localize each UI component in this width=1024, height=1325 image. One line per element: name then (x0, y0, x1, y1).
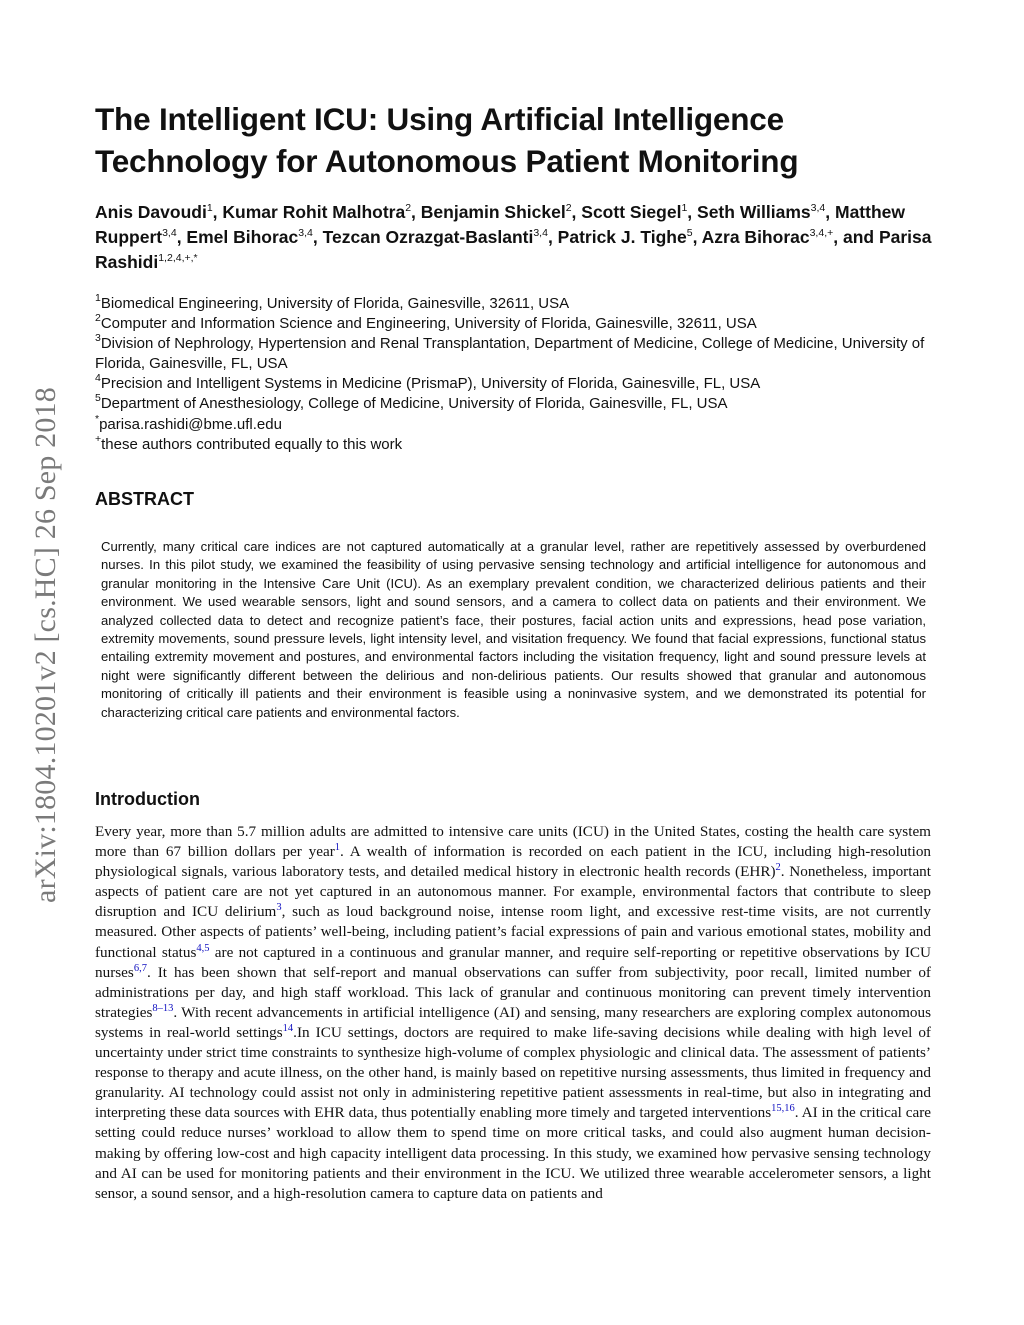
author-affiliation-marker: 3,4,+ (809, 227, 834, 239)
abstract-heading: ABSTRACT (95, 489, 194, 509)
affiliation-item (95, 412, 945, 435)
author-name: Parisa Rashidi (95, 227, 932, 272)
affiliation-list (95, 294, 945, 455)
affiliation-text: Biomedical Engineering, University of Florida, Gainesville, 32611, USA (100, 295, 570, 312)
citation-link[interactable]: 3 (276, 902, 282, 914)
citation-link[interactable]: 15,16 (771, 1103, 795, 1115)
arxiv-identifier-stamp: arXiv:1804.10201v2 [cs.HC] 26 Sep 2018 (29, 387, 62, 903)
author-name: Azra Bihorac (701, 227, 810, 247)
author-name: Scott Siegel (581, 202, 682, 222)
affiliation-marker: 3 (95, 332, 101, 345)
author-affiliation-marker: 3,4 (162, 227, 177, 239)
affiliation-item (95, 374, 945, 394)
affiliation-marker: 2 (95, 312, 101, 325)
citation-link[interactable]: 2 (775, 862, 781, 874)
abstract-text: Currently, many critical care indices are not captured automatically at a granular level, rather are repetitively assessed by overburdened nurses. In this pilot study, we examined the feasibility of using pervasive sensing technology and artificial intelligence for autonomous and granular monitoring in the Intensive Care Unit (ICU). As an exemplary prevalent condition, we characterized delirious patients and their environment. We used wearable sensors, light and sound sensors, and a camera to collect data on patients and their environment. We analyzed collected data to detect and recognize patient’s face, their postures, facial action units and expressions, head pose variation, extremity movements, sound pressure levels, light intensity level, and visitation frequency. We found that facial expressions, functional status entailing extremity movement and postures, and environmental factors including the visitation frequency, light and sound pressure levels at night were significantly different between the delirious and non-delirious patients. Our results showed that granular and autonomous monitoring of critically ill patients and their environment is feasible using a noninvasive system, and we demonstrated its potential for characterizing critical care patients and environmental factors. (101, 539, 926, 720)
affiliation-item (95, 294, 945, 314)
author-affiliation-marker: 2 (405, 202, 412, 214)
citation-link[interactable]: 1 (334, 842, 341, 854)
author-name: Tezcan Ozrazgat-Baslanti (322, 227, 534, 247)
affiliation-text: Department of Anesthesiology, College of Medicine, University of Florida, Gainesville, FL, USA (100, 395, 728, 413)
author-affiliation-marker: 1 (681, 202, 688, 214)
affiliation-marker: + (95, 432, 102, 445)
author-name: Emel Bihorac (186, 227, 299, 247)
author-affiliation-marker: 2 (565, 202, 572, 214)
introduction-heading: Introduction (95, 789, 200, 809)
affiliation-marker: 4 (95, 372, 101, 385)
affiliation-marker: 1 (95, 292, 101, 304)
author-name: Kumar Rohit Malhotra (222, 202, 406, 222)
author-affiliation-marker: 1 (206, 202, 213, 214)
citation-link[interactable]: 14 (282, 1022, 294, 1034)
citation-link[interactable]: 4,5 (196, 942, 210, 954)
author-name: Patrick J. Tighe (557, 227, 687, 247)
title-line: The Intelligent ICU: Using Artificial Intelligence (95, 101, 784, 137)
affiliation-item (95, 394, 945, 414)
author-name: Seth Williams (697, 202, 811, 222)
author-name: Benjamin Shickel (420, 202, 566, 222)
author-name: Anis Davoudi (95, 202, 207, 222)
introduction-text: Every year, more than 5.7 million adults are admitted to intensive care units (ICU) in the United States, costing the health care system more than 67 billion dollars per year$^1$. A wealth of information is recorded on each patient in the ICU, including high-resolution physiological signals, various laboratory tests, and detailed medical history in electronic health records (EHR)$^2$. Nonetheless, important aspects of patient care are not yet captured in an autonomous manner. For example, environmental factors that contribute to sleep disruption and ICU delirium$^3$, such as loud background noise, intense room light, and excessive rest-time visits, are not currently measured. Other aspects of patients’ well-being, including patient’s facial expressions of pain and various emotional states, mobility and functional status$^{4,5}$ are not captured in a continuous and granular manner, and require self-reporting or repetitive observations by ICU nurses$^{6,7}$. It has been shown that self-report and manual observations can suffer from subjectivity, poor recall, limited number of administrations per day, and high staff workload. This lack of granular and continuous monitoring can prevent timely intervention strategies$^{8-13}$. With recent advancements in artificial intelligence (AI) and sensing, many researchers are exploring complex autonomous systems in real-world settings$^{14}$.In ICU settings, doctors are required to make life-saving decisions while dealing with high level of uncertainty under strict time constraints to synthesize high-volume of complex physiologic and clinical data. The assessment of patients’ response to therapy and acute illness, on the other hand, is mainly based on repetitive nursing assessments, thus limited in frequency and granularity. AI technology could assist not only in administering repetitive patient assessments in real-time, but also in integrating and interpreting these data sources with EHR data, thus potentially enabling more timely and targeted interventions$^{15,16}$. AI in the critical care setting could reduce nurses’ workload to allow them to spend time on more critical tasks, and could also augment human decision-making by offering low-cost and high capacity intelligent data processing. In this study, we examined how pervasive sensing technology and AI can be used for monitoring patients and their environment in the ICU. We utilized three wearable accelerometer sensors, a light sensor, a sound sensor, and a high-resolution camera to capture data on patients and (95, 823, 932, 1202)
affiliation-item (95, 432, 945, 455)
affiliation-text: these authors contributed equally to this work (101, 435, 403, 453)
affiliation-text: Computer and Information Science and Engineering, University of Florida, Gainesville, 32611, USA (100, 315, 757, 333)
affiliation-text: parisa.rashidi@bme.ufl.edu (99, 415, 282, 433)
affiliation-marker: 5 (95, 392, 101, 405)
author-list: Anis Davoudi$^1$, Kumar Rohit Malhotra$^2$, Benjamin Shickel$^2$, Scott Siegel$^1$, Seth Williams$^{3,4}$, Matthew Ruppert$^{3,4}$, Emel Bihorac$^{3,4}$, Tezcan Ozrazgat-Baslanti$^{3,4}$, Patrick J. Tighe$^5$, Azra Bihorac$^{3,4,+}$, and Parisa Rashidi$^{1,2,4,+,*}$ (95, 202, 932, 272)
affiliation-text: Division of Nephrology, Hypertension and Renal Transplantation, Department of Medicine, College of Medicine, University of Florida, Gainesville, FL, USA (95, 335, 925, 373)
author-affiliation-marker: 3,4 (298, 227, 313, 239)
author-affiliation-marker: 1,2,4,+,* (158, 252, 198, 264)
author-affiliation-marker: 5 (686, 227, 693, 239)
author-affiliation-marker: 3,4 (533, 227, 548, 239)
paper-title (95, 98, 955, 182)
title-line: Technology for Autonomous Patient Monitoring (95, 143, 799, 179)
author-name: Matthew Ruppert (95, 202, 905, 247)
affiliation-text: Precision and Intelligent Systems in Medicine (PrismaP), University of Florida, Gainesville, FL, USA (100, 375, 761, 393)
affiliation-marker: * (95, 412, 100, 425)
affiliation-item (95, 314, 945, 334)
citation-link[interactable]: 8–13 (152, 1002, 174, 1014)
author-affiliation-marker: 3,4 (810, 202, 826, 214)
citation-link[interactable]: 6,7 (133, 962, 147, 974)
affiliation-item (95, 334, 945, 374)
